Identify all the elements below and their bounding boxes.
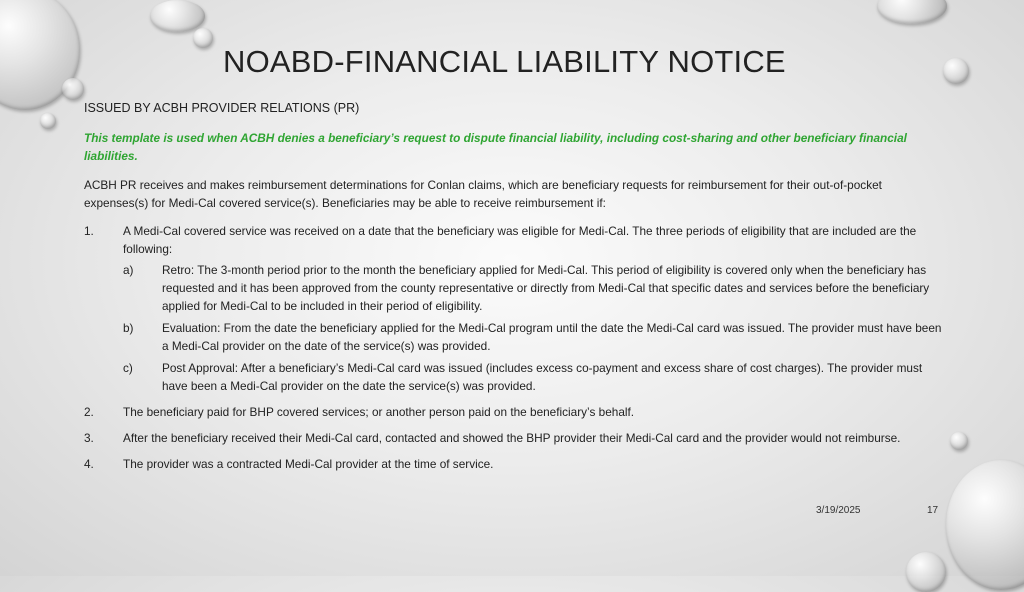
list-item-number: 3. [84,431,94,445]
issued-by-line: ISSUED BY ACBH PROVIDER RELATIONS (PR) [84,101,360,115]
sub-list-item [123,261,944,315]
sub-list-item [123,359,944,395]
water-drop-decoration [946,460,1024,590]
sub-item-letter: c) [123,361,133,375]
list-item-text: The provider was a contracted Medi-Cal provider at the time of service. [123,457,494,471]
list-item-text: A Medi-Cal covered service was received on a date that the beneficiary was eligible for Medi-Cal. The three periods of eligibility that are included are the following: [123,224,917,256]
water-drop-decoration [40,113,56,129]
sub-item-text: Post Approval: After a beneficiary’s Medi-Cal card was issued (includes excess co-payment and excess share of cost charges). The provider must have been a Medi-Cal provider on the date the service(s) was provided. [162,361,923,393]
list-item [84,455,944,473]
list-item [84,403,944,421]
water-drop-decoration [62,78,84,100]
sub-item-letter: a) [123,263,134,277]
slide-page-number: 17 [927,505,939,516]
body-paragraph: ACBH PR receives and makes reimbursement determinations for Conlan claims, which are beneficiary requests for reimbursement for their out-of-pocket expenses(s) for Medi-Cal covered service(s). Beneficiaries may be able to receive reimbursement if: [84,178,882,210]
list-item-number: 2. [84,405,94,419]
list-item-number: 4. [84,457,94,471]
sub-list-item [123,319,944,355]
list-item-text: After the beneficiary received their Medi-Cal card, contacted and showed the BHP provider their Medi-Cal card and the provider would not reimburse. [123,431,901,445]
water-drop-decoration [877,0,947,24]
water-drop-decoration [943,58,969,84]
water-drop-decoration [906,552,946,592]
list-item-number: 1. [84,224,94,238]
slide-title: NOABD-FINANCIAL LIABILITY NOTICE [223,44,786,79]
sub-item-letter: b) [123,321,134,335]
slide-date: 3/19/2025 [816,505,861,516]
sub-item-text: Evaluation: From the date the beneficiary applied for the Medi-Cal program until the date the Medi-Cal card was issued. The provider must have been a Medi-Cal provider on the date of the service(s) was provided. [162,321,942,353]
sub-item-text: Retro: The 3-month period prior to the month the beneficiary applied for Medi-Cal. This period of eligibility is covered only when the beneficiary has requested and it has been approved from the county representative or directly from Medi-Cal that specific dates and services before the beneficiary applied for Medi-Cal to be included in their period of eligibility. [162,263,930,313]
intro-note: This template is used when ACBH denies a beneficiary’s request to dispute financial liability, including cost-sharing and other beneficiary financial liabilities. [84,131,907,163]
water-drop-decoration [193,28,213,48]
list-item-text: The beneficiary paid for BHP covered services; or another person paid on the beneficiary’s behalf. [123,405,635,419]
list-item [84,222,944,395]
list-item [84,429,944,447]
water-drop-decoration [950,432,968,450]
eligibility-list [84,222,944,481]
water-drop-decoration [150,0,205,32]
